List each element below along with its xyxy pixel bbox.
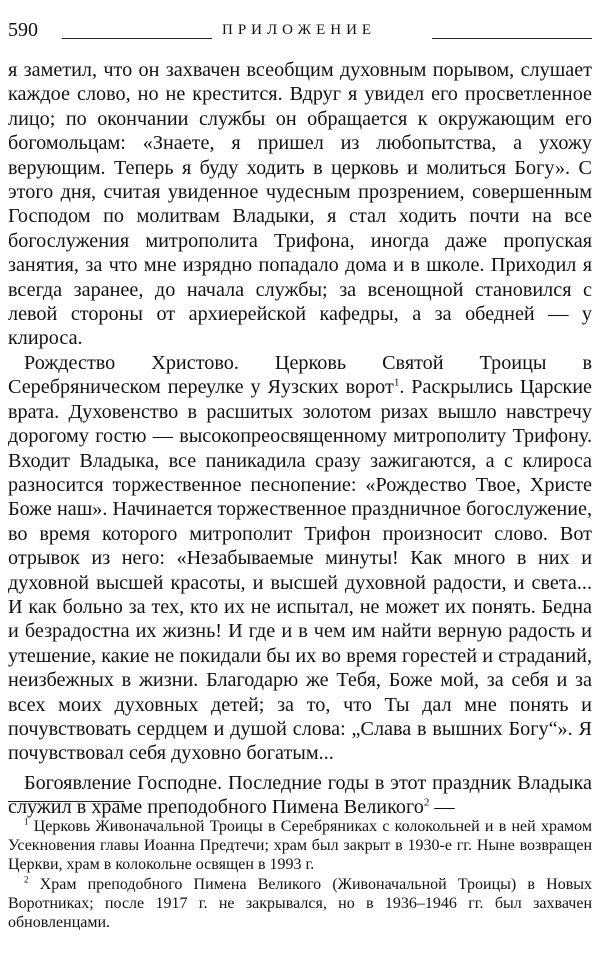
paragraph-text: Рождество Христово. Церковь Святой Троицы в Серебряническом переулке у Яузских ворот — [8, 351, 592, 399]
paragraph — [8, 351, 592, 766]
paragraph-text: Богоявление Господне. Последние годы в этот праздник Владыка служил в храме преподобного Пимена Великого — [8, 771, 592, 819]
paragraph-text: — — [429, 796, 455, 819]
page-number: 590 — [8, 19, 38, 41]
paragraph-text: . Раскрылись Царские врата. Духовенство в расшитых золотом ризах вышло навстречу дорогому гостю — высокопреосвященному митрополиту Трифону. Входит Владыка, все паникадила сразу зажигаются, а с клироса разносится торжественное песнопение: «Рождество Твое, Христе Боже наш». Начинается торжественное праздничное богослужение, во время которого митрополит Трифон произносит слово. Вот отрывок из него: «Незабываемые минуты! Как много в них и духовной высшей красоты, и высшей духовной радости, и света... И как больно за тех, кто их не испытал, не может их понять. Бедна и безрадостна их жизнь! И где и в чем им найти верную радость и утешение, какие не покидали бы их во время горестей и страданий, неизбежных в жизни. Благодарю же Тебя, Боже мой, за себя и за всех моих духовных детей; за то, что Ты дал мне понять и почувствовать сердцем и душой слова: „Слава в вышних Богу“». Я почувствовал себя духовно богатым... — [8, 376, 592, 765]
footnote — [8, 875, 592, 933]
footnote-marker: 2 — [24, 874, 29, 885]
footnote — [8, 817, 592, 875]
footnote-text: Храм преподобного Пимена Великого (Живоначальной Троицы) в Новых Воротниках; после 1917 г. не закрывался, но в 1936–1946 гг. был захвачен обновленцами. — [8, 875, 592, 932]
footnote-text: Церковь Живоначальной Троицы в Серебряниках с колокольней и в ней храмом Усекновения главы Иоанна Предтечи; храм был закрыт в 1930-е гг. Ныне возвращен Церкви, храм в колокольне освящен в 1993 г. — [8, 818, 592, 874]
footnote-separator — [8, 801, 124, 802]
main-text — [8, 58, 592, 820]
page-header — [8, 18, 592, 42]
header-rule — [62, 38, 212, 39]
footnote-marker: 1 — [24, 816, 29, 827]
running-title: ПРИЛОЖЕНИЕ — [222, 22, 377, 38]
footnote-reference[interactable]: 1 — [393, 376, 400, 389]
header-rule — [432, 38, 592, 39]
footnotes — [8, 817, 592, 932]
paragraph: я заметил, что он захвачен всеобщим духовным порывом, слушает каждое слово, но не крестится. Вдруг я увидел его просветленное лицо; по окончании службы он обращается к окружающим его богомольцам: «Знаете, я пришел из любопытства, а ухожу верующим. Теперь я буду ходить в церковь и молиться Богу». С этого дня, считая увиденное чудесным прозрением, совершенным Господом по молитвам Владыки, я стал ходить почти на все богослужения митрополита Трифона, иногда даже пропуская занятия, за что мне изрядно попадало дома и в школе. Приходил я всегда заранее, до начала службы; за всенощной становился с левой стороны от архиерейской кафедры, а за обедней — у клироса. — [8, 59, 592, 350]
paragraph — [8, 771, 592, 820]
footnote-reference[interactable]: 2 — [423, 796, 430, 809]
